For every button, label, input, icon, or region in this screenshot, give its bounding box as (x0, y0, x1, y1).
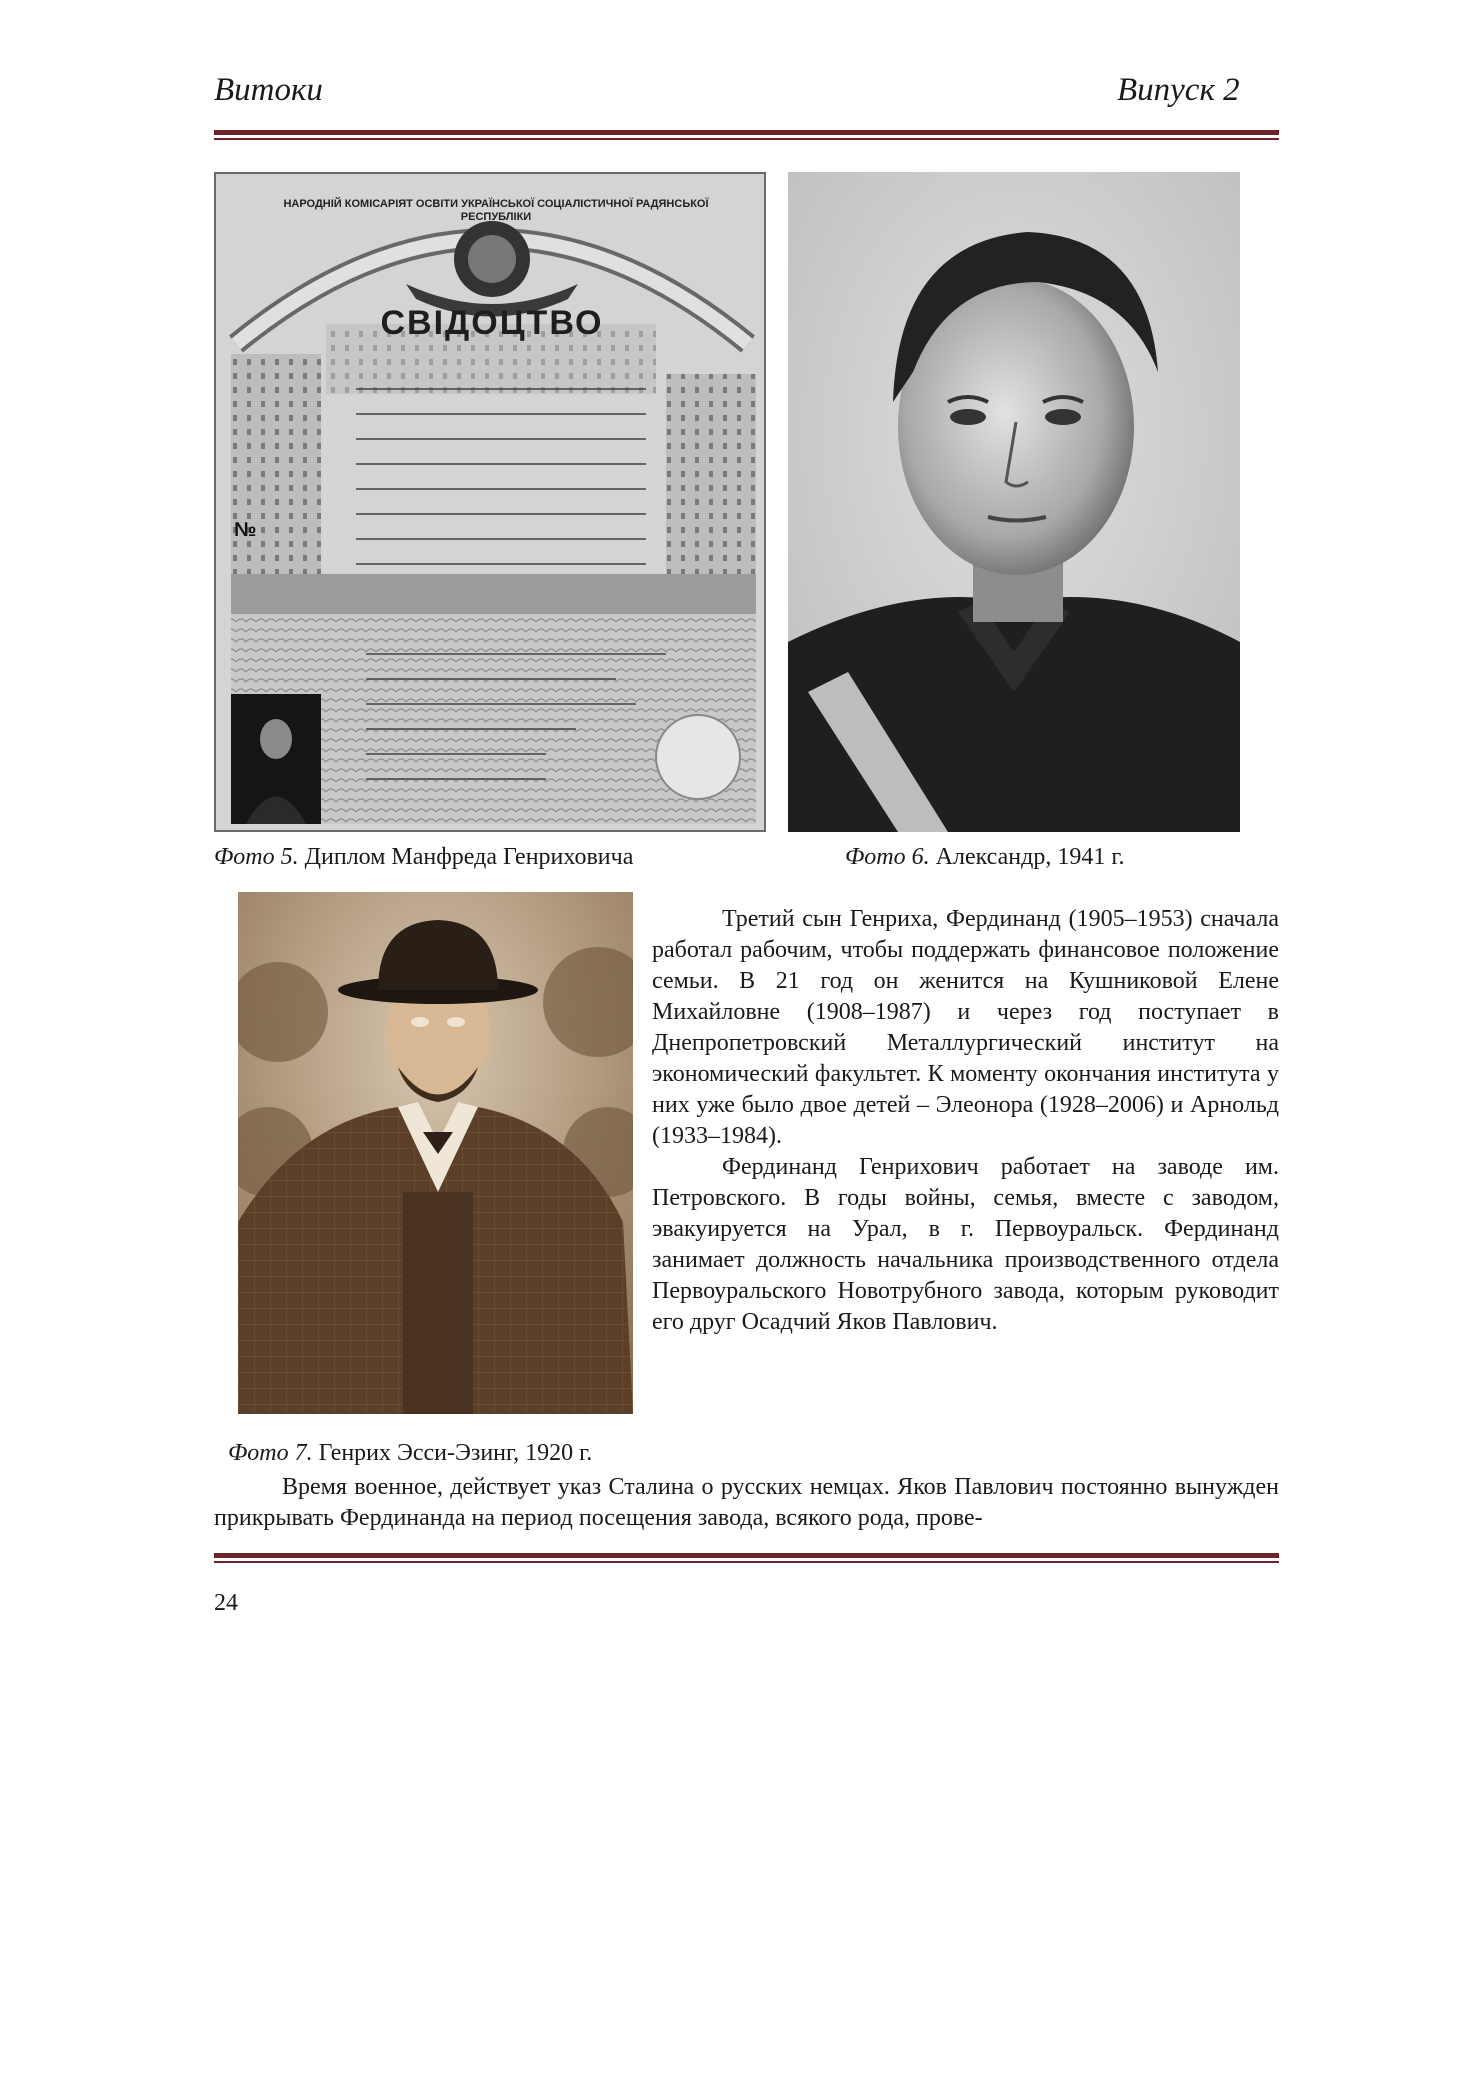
paragraph-1: Третий сын Генриха, Фердинанд (1905–1953) сначала работал рабочим, чтобы поддержать финансовое положение семьи. В 21 год он женится на Кушниковой Елене Михайловне (1908–1987) и через год поступает в Днепропетровский Металлургический институт на экономический факультет. К моменту окончания института у них уже было двое детей – Элеонора (1928–2006) и Арнольд (1933–1984). (652, 906, 1279, 1149)
photo-heinrich (238, 892, 633, 1414)
page-number: 24 (214, 1590, 238, 1616)
diploma-arc-text: НАРОДНІЙ КОМІСАРІЯТ ОСВІТИ УКРАЇНСЬКОЇ СОЦІАЛІСТИЧНОЇ РАДЯНСЬКОЇ РЕСПУБЛІКИ (283, 198, 709, 223)
caption-photo5 (214, 844, 633, 871)
caption-label: Фото 5. (214, 844, 299, 870)
caption-photo6 (845, 844, 1124, 871)
portrait-illustration (788, 172, 1240, 832)
caption-text: Александр, 1941 г. (929, 844, 1125, 870)
caption-text: Диплом Манфреда Генриховича (298, 844, 634, 870)
caption-label: Фото 6. (845, 844, 930, 870)
diploma-heading: СВІДОЦТВО (380, 304, 604, 342)
caption-photo7 (228, 1440, 592, 1467)
paragraph-2: Фердинанд Генрихович работает на заводе им. Петровского. В годы войны, семья, вместе с заводом, эвакуируется на Урал, в г. Первоуральск. Фердинанд занимает должность начальника производственного отдела Первоуральского Новотрубного завода, которым руководит его друг Осадчий Яков Павлович. (652, 1154, 1279, 1335)
diploma-illustration (216, 174, 766, 832)
caption-text: Генрих Эсси-Эзинг, 1920 г. (312, 1440, 593, 1466)
header-rule (214, 130, 1279, 140)
photo-diploma (214, 172, 766, 832)
paragraph-3: Время военное, действует указ Сталина о русских немцах. Яков Павлович постоянно вынужден прикрывать Фердинанда на период посещения завода, всякого рода, прове- (214, 1474, 1279, 1531)
issue-label: Випуск 2 (1117, 72, 1240, 108)
diploma-number: № (234, 519, 257, 541)
body-text-column (652, 904, 1279, 1338)
caption-label: Фото 7. (228, 1440, 313, 1466)
body-text-full (214, 1472, 1279, 1534)
footer-rule (214, 1553, 1279, 1563)
heinrich-illustration (238, 892, 633, 1414)
journal-title: Витоки (214, 72, 323, 108)
photo-alexander (788, 172, 1240, 832)
